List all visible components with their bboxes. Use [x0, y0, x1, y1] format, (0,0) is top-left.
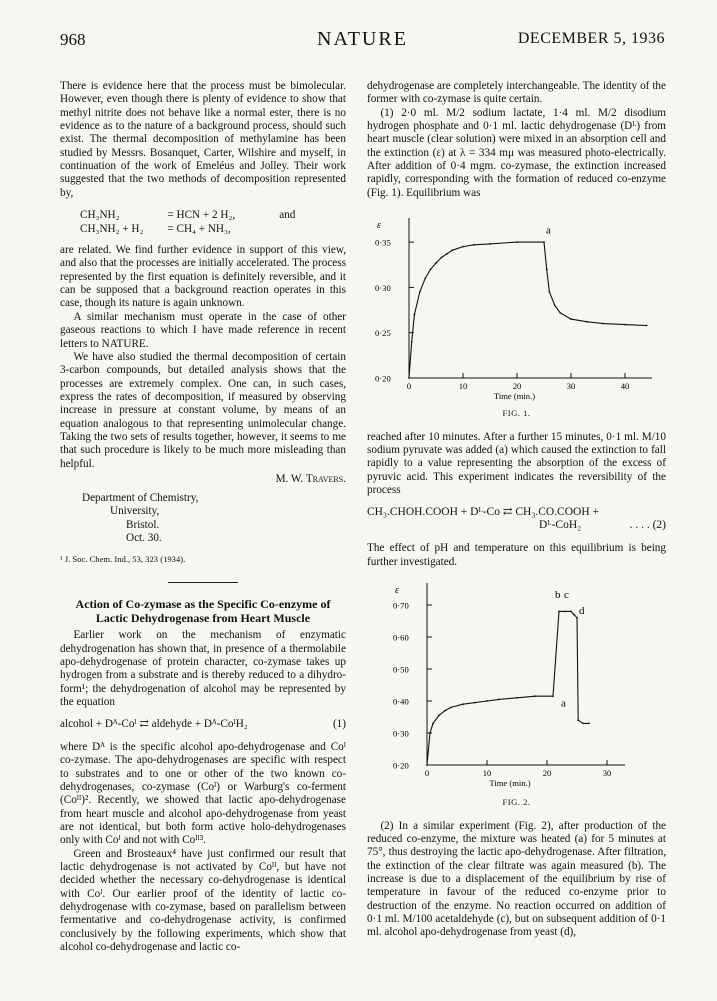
data-point — [586, 321, 588, 323]
annotation-label: b — [555, 588, 561, 601]
data-point — [588, 722, 590, 724]
x-tick-label: 0 — [406, 381, 412, 392]
paragraph: We have also studied the thermal decomposition of certain 3-carbon compounds, but detailed analysis shows that the processes are extremely complex. One can, in such cases, express the rates of decomposition, if measured by observing increase in pressure at constant volume, by means of an equation analogous to that representing unimolecular change. Taking the two sets of results together, however, it seems to me that such procedure is likely to be much more misleading than helpful. — [60, 350, 346, 470]
paragraph: There is evidence here that the process must be bimolecular. However, even though there is plenty of evidence to show that methyl nitrite does not behave like a normal ester, there is no evidence as to the nature of a background process, should such exist. The thermal decomposition of methylamine has been studied by Messrs. Bosanquet, Carter, Wilshire and myself, in continuation of the work of Emeléus and Jolley. Their work suggested that the two methods of decomposition represented by, — [60, 80, 346, 199]
data-point — [554, 305, 556, 307]
reaction-line-2 — [367, 519, 666, 532]
data-point — [570, 318, 572, 320]
address-line: University, — [110, 505, 160, 518]
data-point — [411, 341, 413, 343]
data-point — [462, 246, 464, 248]
data-point — [444, 710, 446, 712]
data-point — [462, 703, 464, 705]
data-point — [646, 325, 648, 327]
data-series-line — [409, 242, 647, 378]
data-point — [577, 719, 579, 721]
y-tick-label: 0·20 — [375, 373, 391, 384]
paragraph: are related. We find further evidence in support of this view, and also that the processes are initially accelerated. The process represented by the first equation is definitely reversible, and it can be supposed that a background reaction operates in this case, though its nature is again unknown. — [60, 244, 346, 310]
paragraph: dehydrogenase are completely interchangeable. The identity of the former with co-zymase is quite certain. — [367, 80, 666, 106]
address-line: Oct. 30. — [126, 531, 162, 544]
x-tick-label: 30 — [566, 381, 576, 392]
equation-lhs: CH₃NH₂ — [80, 209, 120, 222]
data-point — [486, 700, 488, 702]
page-header — [60, 30, 665, 54]
address-line: Department of Chemistry, — [82, 492, 199, 505]
address-line: Bristol. — [126, 518, 160, 531]
reaction-line-1: CH₃.CHOH.COOH + Dᴸ-Co ⇄ CH₃.CO.COOH + — [367, 505, 600, 518]
y-tick-label: 0·25 — [375, 328, 391, 339]
x-tick-label: 10 — [458, 381, 468, 392]
annotation-label: a — [546, 224, 551, 237]
equation-block — [60, 718, 346, 731]
annotation-label: d — [579, 604, 585, 617]
data-point — [558, 610, 560, 612]
data-point — [573, 614, 575, 616]
x-tick-label: 20 — [512, 381, 522, 392]
data-point — [570, 610, 572, 612]
figure-1-caption: FIG. 1. — [502, 408, 531, 419]
data-point — [450, 706, 452, 708]
figure-2 — [367, 575, 666, 794]
data-series-line — [427, 611, 589, 765]
y-axis-label: ε — [395, 584, 399, 596]
data-point — [559, 312, 561, 314]
y-tick-label: 0·50 — [393, 664, 409, 675]
data-point — [441, 257, 443, 259]
figure-1 — [367, 206, 666, 405]
equation-rhs: = HCN + 2 H₂, — [167, 209, 236, 222]
data-point — [429, 732, 431, 734]
data-point — [516, 241, 518, 243]
x-tick-label: 10 — [482, 767, 492, 778]
data-point — [489, 243, 491, 245]
y-tick-label: 0·70 — [393, 600, 409, 611]
paragraph: reached after 10 minutes. After a further 15 minutes, 0·1 ml. M/10 sodium pyruvate was added (a) which caused the extinction to fall rapidly to a value representing the absorption of the excess of pyruvic acid. This experiment indicates the reversibility of the process — [367, 430, 666, 497]
paragraph: A similar mechanism must operate in the case of other gaseous reactions to which I have made reference in recent letters to NATURE. — [60, 310, 346, 350]
data-point — [474, 702, 476, 704]
data-point — [473, 244, 475, 246]
data-point — [414, 314, 416, 316]
x-tick-label: 40 — [620, 381, 630, 392]
y-tick-label: 0·35 — [375, 237, 391, 248]
issue-date: DECEMBER 5, 1936 — [517, 30, 665, 47]
y-tick-label: 0·20 — [393, 760, 409, 771]
reaction-equation — [367, 506, 666, 533]
footnote: ¹ J. Soc. Chem. Ind., 53, 323 (1934). — [60, 554, 186, 565]
data-point — [430, 268, 432, 270]
paragraph: where Dᴬ is the specific alcohol apo-dehydrogenase and Coᴵ co-zymase. The apo-dehydrogenases are specific with respect to substrates and to one or other of the two known co-dehydrogenases, co-zymase (Coᴵ) or Warburg's co-ferment (Coᴵᴵ)². Recently, we showed that lactic apo-dehydrogenase from heart muscle and alcohol apo-dehydrogenase from yeast are not identical, but both form active holo-dehydrogenases only with Coᴵ and not with Coᴵᴵ³. — [60, 740, 346, 847]
y-tick-label: 0·30 — [375, 283, 391, 294]
x-tick-label: 0 — [424, 767, 430, 778]
paragraph: (1) 2·0 ml. M/2 sodium lactate, 1·4 ml. M/2 disodium hydrogen phosphate and 0·1 ml. lactic dehydrogenase (Dᴸ) from heart muscle (clear solution) were mixed in an absorption cell and the extinction (ε) at λ = 334 mμ was measured photo-electrically. After addition of 0·4 mgm. co-zymase, the extinction increased rapidly, corresponding with the formation of reduced co-enzyme (Fig. 1). Equilibrium was — [367, 106, 666, 199]
data-point — [624, 324, 626, 326]
figure-2-chart — [367, 575, 666, 790]
paragraph: The effect of pH and temperature on this equilibrium is being further investigated. — [367, 542, 666, 568]
data-point — [408, 377, 410, 379]
left-column — [60, 80, 346, 954]
x-tick-label: 20 — [542, 767, 552, 778]
equation-conj: and — [279, 209, 296, 222]
data-point — [543, 241, 545, 243]
article-title: Action of Co-zymase as the Specific Co-enzyme of Lactic Dehydrogenase from Heart Muscle — [75, 597, 331, 626]
reaction-product: Dᴸ-CoH₂ — [539, 518, 582, 531]
y-axis-label: ε — [377, 220, 381, 232]
y-tick-label: 0·30 — [393, 728, 409, 739]
data-point — [451, 249, 453, 251]
annotation-label: a — [561, 697, 566, 710]
y-tick-label: 0·40 — [393, 696, 409, 707]
section-divider — [168, 582, 238, 583]
equation-number: . . . . (2) — [629, 518, 666, 531]
data-point — [546, 268, 548, 270]
equation: alcohol + Dᴬ-Coᴵ ⇄ aldehyde + Dᴬ-CoᴵH₂ — [60, 717, 248, 730]
equation-rhs: = CH₄ + NH₃, — [167, 223, 231, 236]
x-axis-label: Time (min.) — [493, 391, 536, 402]
paragraph: (2) In a similar experiment (Fig. 2), after production of the reduced co-enzyme, the mixture was heated (a) for 5 minutes at 75°, thus destroying the lactic apo-dehydrogenase. After filtration, the extinction of the clear filtrate was again measured (b). The increase is due to a displacement of the equilibrium by rise of temperature in favour of the reduced co-enzyme prior to destruction of the enzyme. No reaction occurred on addition of 0·1 ml. M/100 acetaldehyde (c), but on subsequent addition of 0·1 ml. alcohol apo-dehydrogenase from yeast (d), — [367, 819, 666, 939]
data-point — [549, 291, 551, 293]
equation-number: (1) — [332, 717, 346, 730]
x-axis-label: Time (min.) — [489, 777, 531, 788]
data-point — [435, 262, 437, 264]
data-point — [438, 714, 440, 716]
x-tick-label: 30 — [602, 767, 612, 778]
data-point — [576, 617, 578, 619]
equation-block — [60, 208, 346, 236]
data-point — [498, 698, 500, 700]
data-point — [426, 764, 428, 766]
journal-title: NATURE — [317, 28, 408, 50]
y-tick-label: 0·60 — [393, 632, 409, 643]
paragraph: Green and Brosteaux⁴ have just confirmed our result that lactic dehydrogenase is not activated by Coᴵᴵ, but have not decided whether the necessary co-dehydrogenase is identical with Coᴵ. Our earlier proof of the identity of lactic co-dehydrogenase with co-zymase, based on parallelism between fermentative and co-dehydrogenase activity, is confirmed conclusively by the following experiments, which show that alcohol co-dehydrogenase and lactic co- — [60, 847, 346, 953]
data-point — [516, 697, 518, 699]
data-point — [424, 278, 426, 280]
page-number: 968 — [60, 30, 86, 49]
data-point — [564, 610, 566, 612]
author-address — [82, 492, 346, 545]
right-column — [367, 80, 666, 940]
data-point — [419, 291, 421, 293]
data-point — [432, 722, 434, 724]
figure-1-chart — [367, 206, 666, 401]
data-point — [446, 253, 448, 255]
equation-lhs: CH₃NH₂ + H₂ — [80, 223, 144, 236]
figure-2-caption: FIG. 2. — [502, 797, 531, 808]
data-point — [534, 695, 536, 697]
annotation-label: c — [564, 588, 569, 601]
paragraph: Earlier work on the mechanism of enzymatic dehydrogenation has shown that, in presence of a thermolabile apo-dehydrogenase of protein character, co-zymase takes up hydrogen from a substrate and is thereby reduced to a dihydro-form¹; the dehydrogenation of alcohol may be represented by the equation — [60, 629, 346, 709]
data-point — [582, 722, 584, 724]
data-point — [603, 323, 605, 325]
author-signature: M. W. Travers. — [275, 472, 346, 485]
data-point — [552, 695, 554, 697]
